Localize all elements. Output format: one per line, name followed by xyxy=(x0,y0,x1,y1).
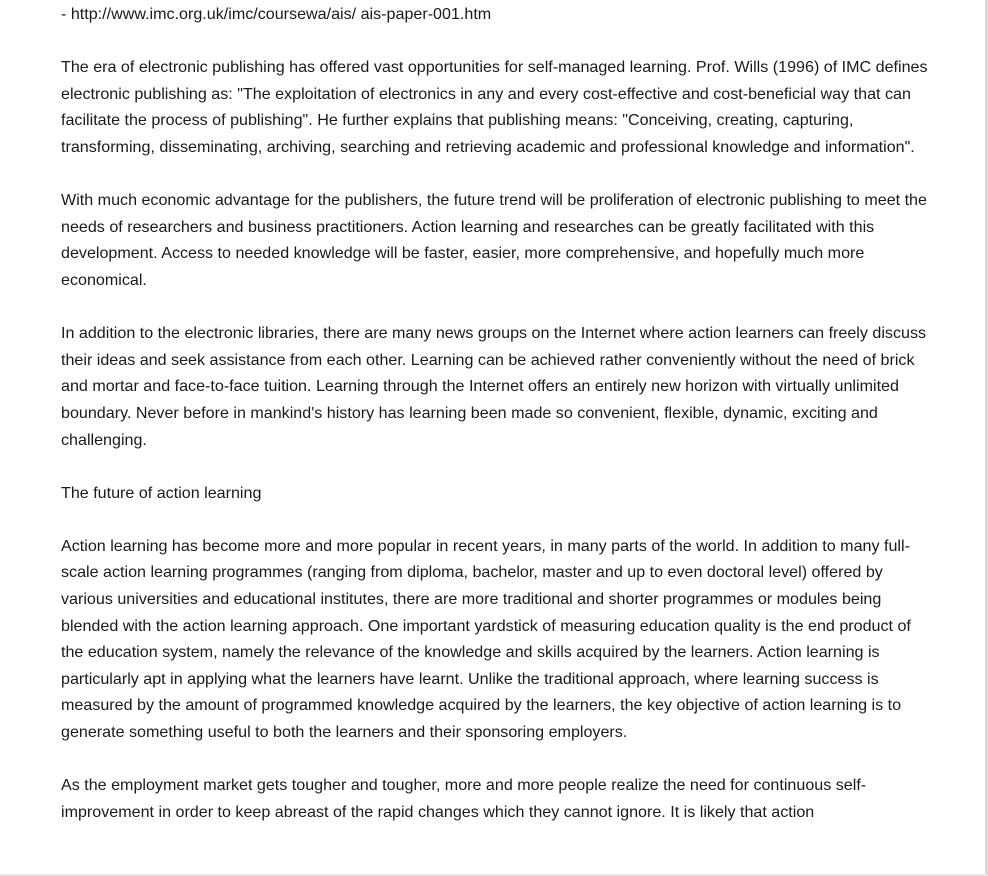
document-body xyxy=(61,1,933,852)
paragraph-employment-market: As the employment market gets tougher and tougher, more and more people realize the need for continuous self-improvement in order to keep abreast of the rapid changes which they cannot ignore. It is likely that action xyxy=(61,776,867,821)
source-url-line: - http://www.imc.org.uk/imc/coursewa/ais/ ais-paper-001.htm xyxy=(61,5,492,23)
section-heading: The future of action learning xyxy=(61,483,262,502)
paragraph-economic-advantage: With much economic advantage for the publishers, the future trend will be proliferation of electronic publishing to meet the needs of researchers and business practitioners. Action learning and researches can be greatly facilitated with this development. Access to needed knowledge will be faster, easier, more comprehensive, and hopefully much more economical. xyxy=(61,191,927,289)
paragraph-action-learning: Action learning has become more and more popular in recent years, in many parts of the world. In addition to many full-scale action learning programmes (ranging from diploma, bachelor, master and up to even doctoral level) offered by various universities and educational institutes, there are more traditional and shorter programmes or modules being blended with the action learning approach. One important yardstick of measuring education quality is the end product of the education system, namely the relevance of the knowledge and skills acquired by the learners. Action learning is particularly apt in applying what the learners have learnt. Unlike the traditional approach, where learning success is measured by the amount of programmed knowledge acquired by the learners, the key objective of action learning is to generate something useful to both the learners and their sponsoring employers. xyxy=(61,536,911,742)
paragraph-electronic-publishing: The era of electronic publishing has offered vast opportunities for self-managed learning. Prof. Wills (1996) of IMC defines electronic publishing as: "The exploitation of electronics in any and every cost-effective and cost-beneficial way that can facilitate the process of publishing". He further explains that publishing means: "Conceiving, creating, capturing, transforming, disseminating, archiving, searching and retrieving academic and professional knowledge and information". xyxy=(61,58,928,156)
paragraph-news-groups: In addition to the electronic libraries, there are many news groups on the Internet where action learners can freely discuss their ideas and seek assistance from each other. Learning can be achieved rather conveniently without the need of brick and mortar and face-to-face tuition. Learning through the Internet offers an entirely new horizon with virtually unlimited boundary. Never before in mankind's history has learning been made so convenient, flexible, dynamic, exciting and challenging. xyxy=(61,324,927,449)
